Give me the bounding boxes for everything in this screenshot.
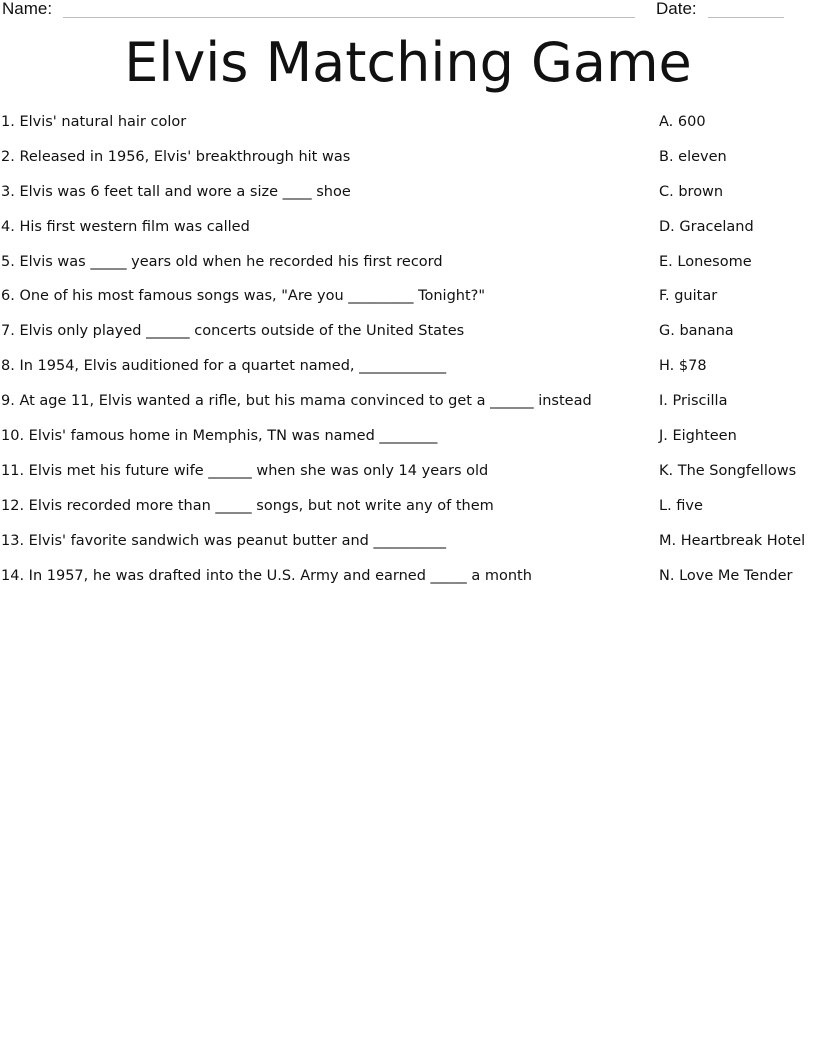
answer-item: M. Heartbreak Hotel (659, 532, 806, 549)
clue-item: 7. Elvis only played ______ concerts outside of the United States (1, 323, 465, 340)
clue-item: 2. Released in 1956, Elvis' breakthrough hit was (1, 148, 351, 165)
clue-item: 1. Elvis' natural hair color (1, 114, 187, 130)
name-field-line[interactable] (63, 17, 635, 18)
answer-item: B. eleven (659, 148, 727, 165)
worksheet-header (0, 0, 816, 22)
answer-item: C. brown (659, 183, 724, 200)
answer-item: L. five (659, 497, 703, 514)
answer-item: A. 600 (659, 114, 706, 130)
clue-item: 3. Elvis was 6 feet tall and wore a size ____ shoe (1, 183, 351, 200)
clue-list (0, 112, 640, 600)
answer-item: G. banana (659, 323, 734, 340)
answer-item: D. Graceland (659, 218, 754, 235)
answer-item: J. Eighteen (659, 428, 737, 445)
answer-item: K. The Songfellows (659, 462, 797, 479)
clue-item: 8. In 1954, Elvis auditioned for a quartet named, ____________ (1, 358, 447, 375)
clue-item: 11. Elvis met his future wife ______ when she was only 14 years old (1, 462, 489, 479)
clue-item: 14. In 1957, he was drafted into the U.S. Army and earned _____ a month (1, 567, 532, 584)
page-title: Elvis Matching Game (124, 31, 692, 94)
answer-item: F. guitar (659, 288, 718, 305)
answer-item: I. Priscilla (659, 393, 728, 410)
answer-list (659, 112, 816, 600)
clue-item: 12. Elvis recorded more than _____ songs, but not write any of them (1, 497, 494, 514)
answer-item: E. Lonesome (659, 253, 752, 270)
clue-item: 6. One of his most famous songs was, "Are you _________ Tonight?" (1, 288, 486, 305)
date-label: Date: (656, 0, 697, 18)
answer-item: H. $78 (659, 358, 707, 375)
name-label: Name: (2, 0, 53, 18)
clue-item: 4. His first western film was called (1, 218, 250, 235)
date-field-line[interactable] (708, 17, 784, 18)
clue-item: 9. At age 11, Elvis wanted a rifle, but his mama convinced to get a ______ instead (1, 393, 592, 410)
clue-item: 13. Elvis' favorite sandwich was peanut butter and __________ (1, 532, 446, 549)
clue-item: 10. Elvis' famous home in Memphis, TN was named ________ (1, 428, 438, 445)
answer-item: N. Love Me Tender (659, 567, 793, 584)
clue-item: 5. Elvis was _____ years old when he recorded his first record (1, 253, 443, 270)
